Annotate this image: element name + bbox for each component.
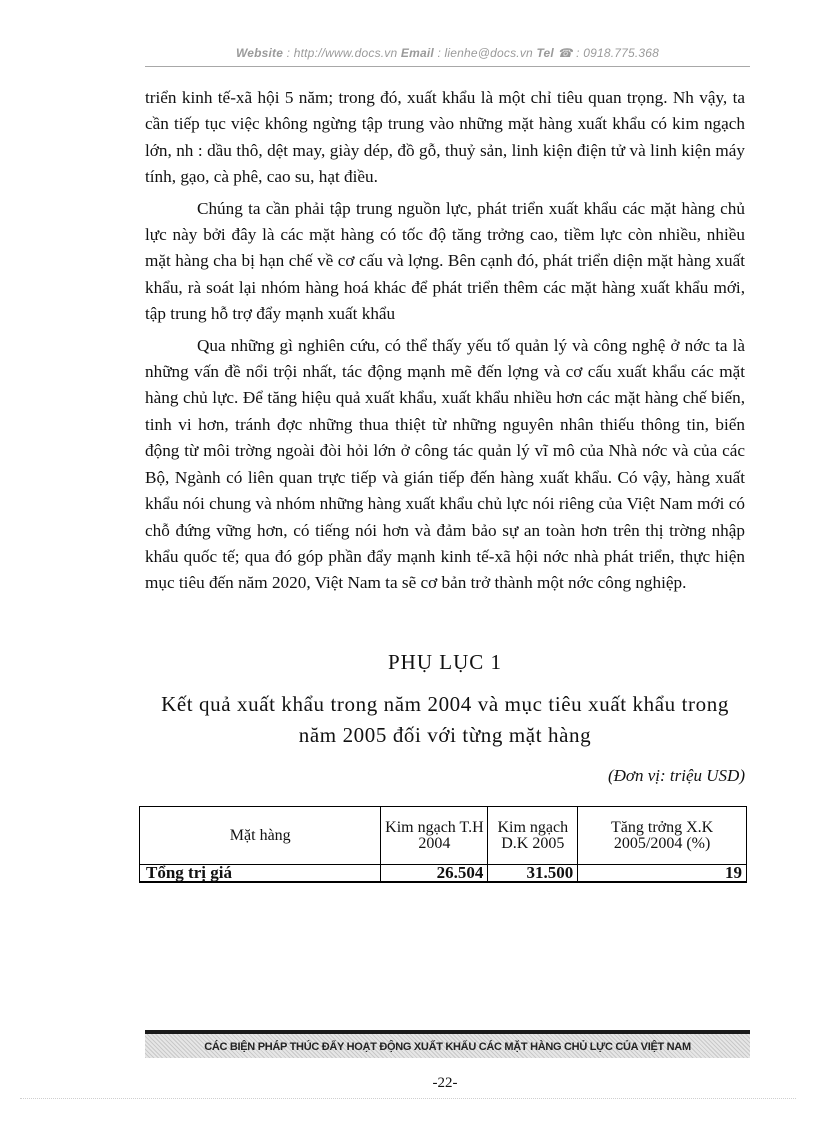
page-header (145, 46, 750, 60)
body-text (145, 85, 745, 602)
header-cell-2004: Kim ngạch T.H 2004 (381, 807, 488, 865)
total-label: Tổng trị giá (140, 865, 381, 882)
total-2005: 31.500 (488, 865, 578, 882)
page-bottom-divider (20, 1098, 796, 1099)
footer-banner (145, 1030, 750, 1058)
table-row (140, 865, 747, 882)
tel-value: ☎ : 0918.775.368 (553, 46, 660, 60)
appendix-title: PHỤ LỤC 1 (387, 650, 502, 674)
total-2004: 26.504 (381, 865, 488, 882)
unit-note: (Đơn vị: triệu USD) (607, 766, 745, 785)
tel-label: Tel (536, 46, 554, 60)
email-label: Email (400, 46, 434, 60)
paragraph: Qua những gì nghiên cứu, có thể thấy yếu tố quản lý và công nghệ ở nớc ta là những vấn đề nổi trội nhất, tác động mạnh mẽ đến lợng và cơ cấu xuất khẩu các mặt hàng chủ lực. Để tăng hiệu quả xuất khẩu, xuất khẩu nhiều hơn các mặt hàng chế biến, tinh vi hơn, tránh đợc những thua thiệt từ những nguyên nhân thiếu thông tin, biến động từ môi trờng ngoài đòi hỏi lớn ở công tác quản lý vĩ mô của Nhà nớc và của các Bộ, Ngành có liên quan trực tiếp và gián tiếp đến hàng xuất khẩu. Có vậy, hàng xuất khẩu nói chung và nhóm những hàng xuất khẩu chủ lực nói riêng của Việt Nam mới có chỗ đứng vững hơn, có tiếng nói hơn và đảm bảo sự an toàn hơn trên thị trờng nhập khẩu quốc tế; qua đó góp phần đẩy mạnh kinh tế-xã hội nớc nhà phát triển, thực hiện mục tiêu đến năm 2020, Việt Nam ta sẽ cơ bản trở thành một nớc công nghiệp. (145, 335, 745, 593)
export-table (139, 806, 747, 883)
footer-banner-text: CÁC BIỆN PHÁP THÚC ĐẨY HOẠT ĐỘNG XUẤT KHẨU CÁC MẶT HÀNG CHỦ LỰC CỦA VIỆT NAM (204, 1041, 691, 1053)
table-header-row (140, 807, 747, 865)
header-divider (145, 66, 750, 67)
header-cell-growth: Tăng trởng X.K 2005/2004 (%) (578, 807, 747, 865)
paragraph: triển kinh tế-xã hội 5 năm; trong đó, xuất khẩu là một chỉ tiêu quan trọng. Nh vậy, ta cần tiếp tục việc không ngừng tập trung vào những mặt hàng xuất khẩu có kim ngạch lớn, nh : dầu thô, dệt may, giày dép, đồ gỗ, thuỷ sản, linh kiện điện tử và linh kiện máy tính, gạo, cà phê, cao su, hạt điều. (145, 88, 745, 187)
total-growth: 19 (578, 865, 747, 882)
header-cell-item: Mặt hàng (140, 807, 381, 865)
page-number: -22- (432, 1075, 458, 1091)
email-value[interactable]: : lienhe@docs.vn (433, 46, 537, 60)
website-value[interactable]: : http://www.docs.vn (283, 46, 401, 60)
paragraph: Chúng ta cần phải tập trung nguồn lực, phát triển xuất khẩu các mặt hàng chủ lực này bởi đây là các mặt hàng có tốc độ tăng trởng cao, tiềm lực còn nhiều, nhiều mặt hàng cha bị hạn chế về cơ cấu và lợng. Bên cạnh đó, phát triển diện mặt hàng xuất khẩu, rà soát lại nhóm hàng hoá khác để phát triển thêm các mặt hàng xuất khẩu mới, tập trung hỗ trợ đẩy mạnh xuất khẩu (145, 198, 745, 324)
header-cell-2005: Kim ngạch D.K 2005 (488, 807, 578, 865)
appendix-subtitle: Kết quả xuất khẩu trong năm 2004 và mục tiêu xuất khẩu trong năm 2005 đối với từng mặt hàng (161, 692, 729, 747)
website-label: Website (235, 46, 284, 60)
